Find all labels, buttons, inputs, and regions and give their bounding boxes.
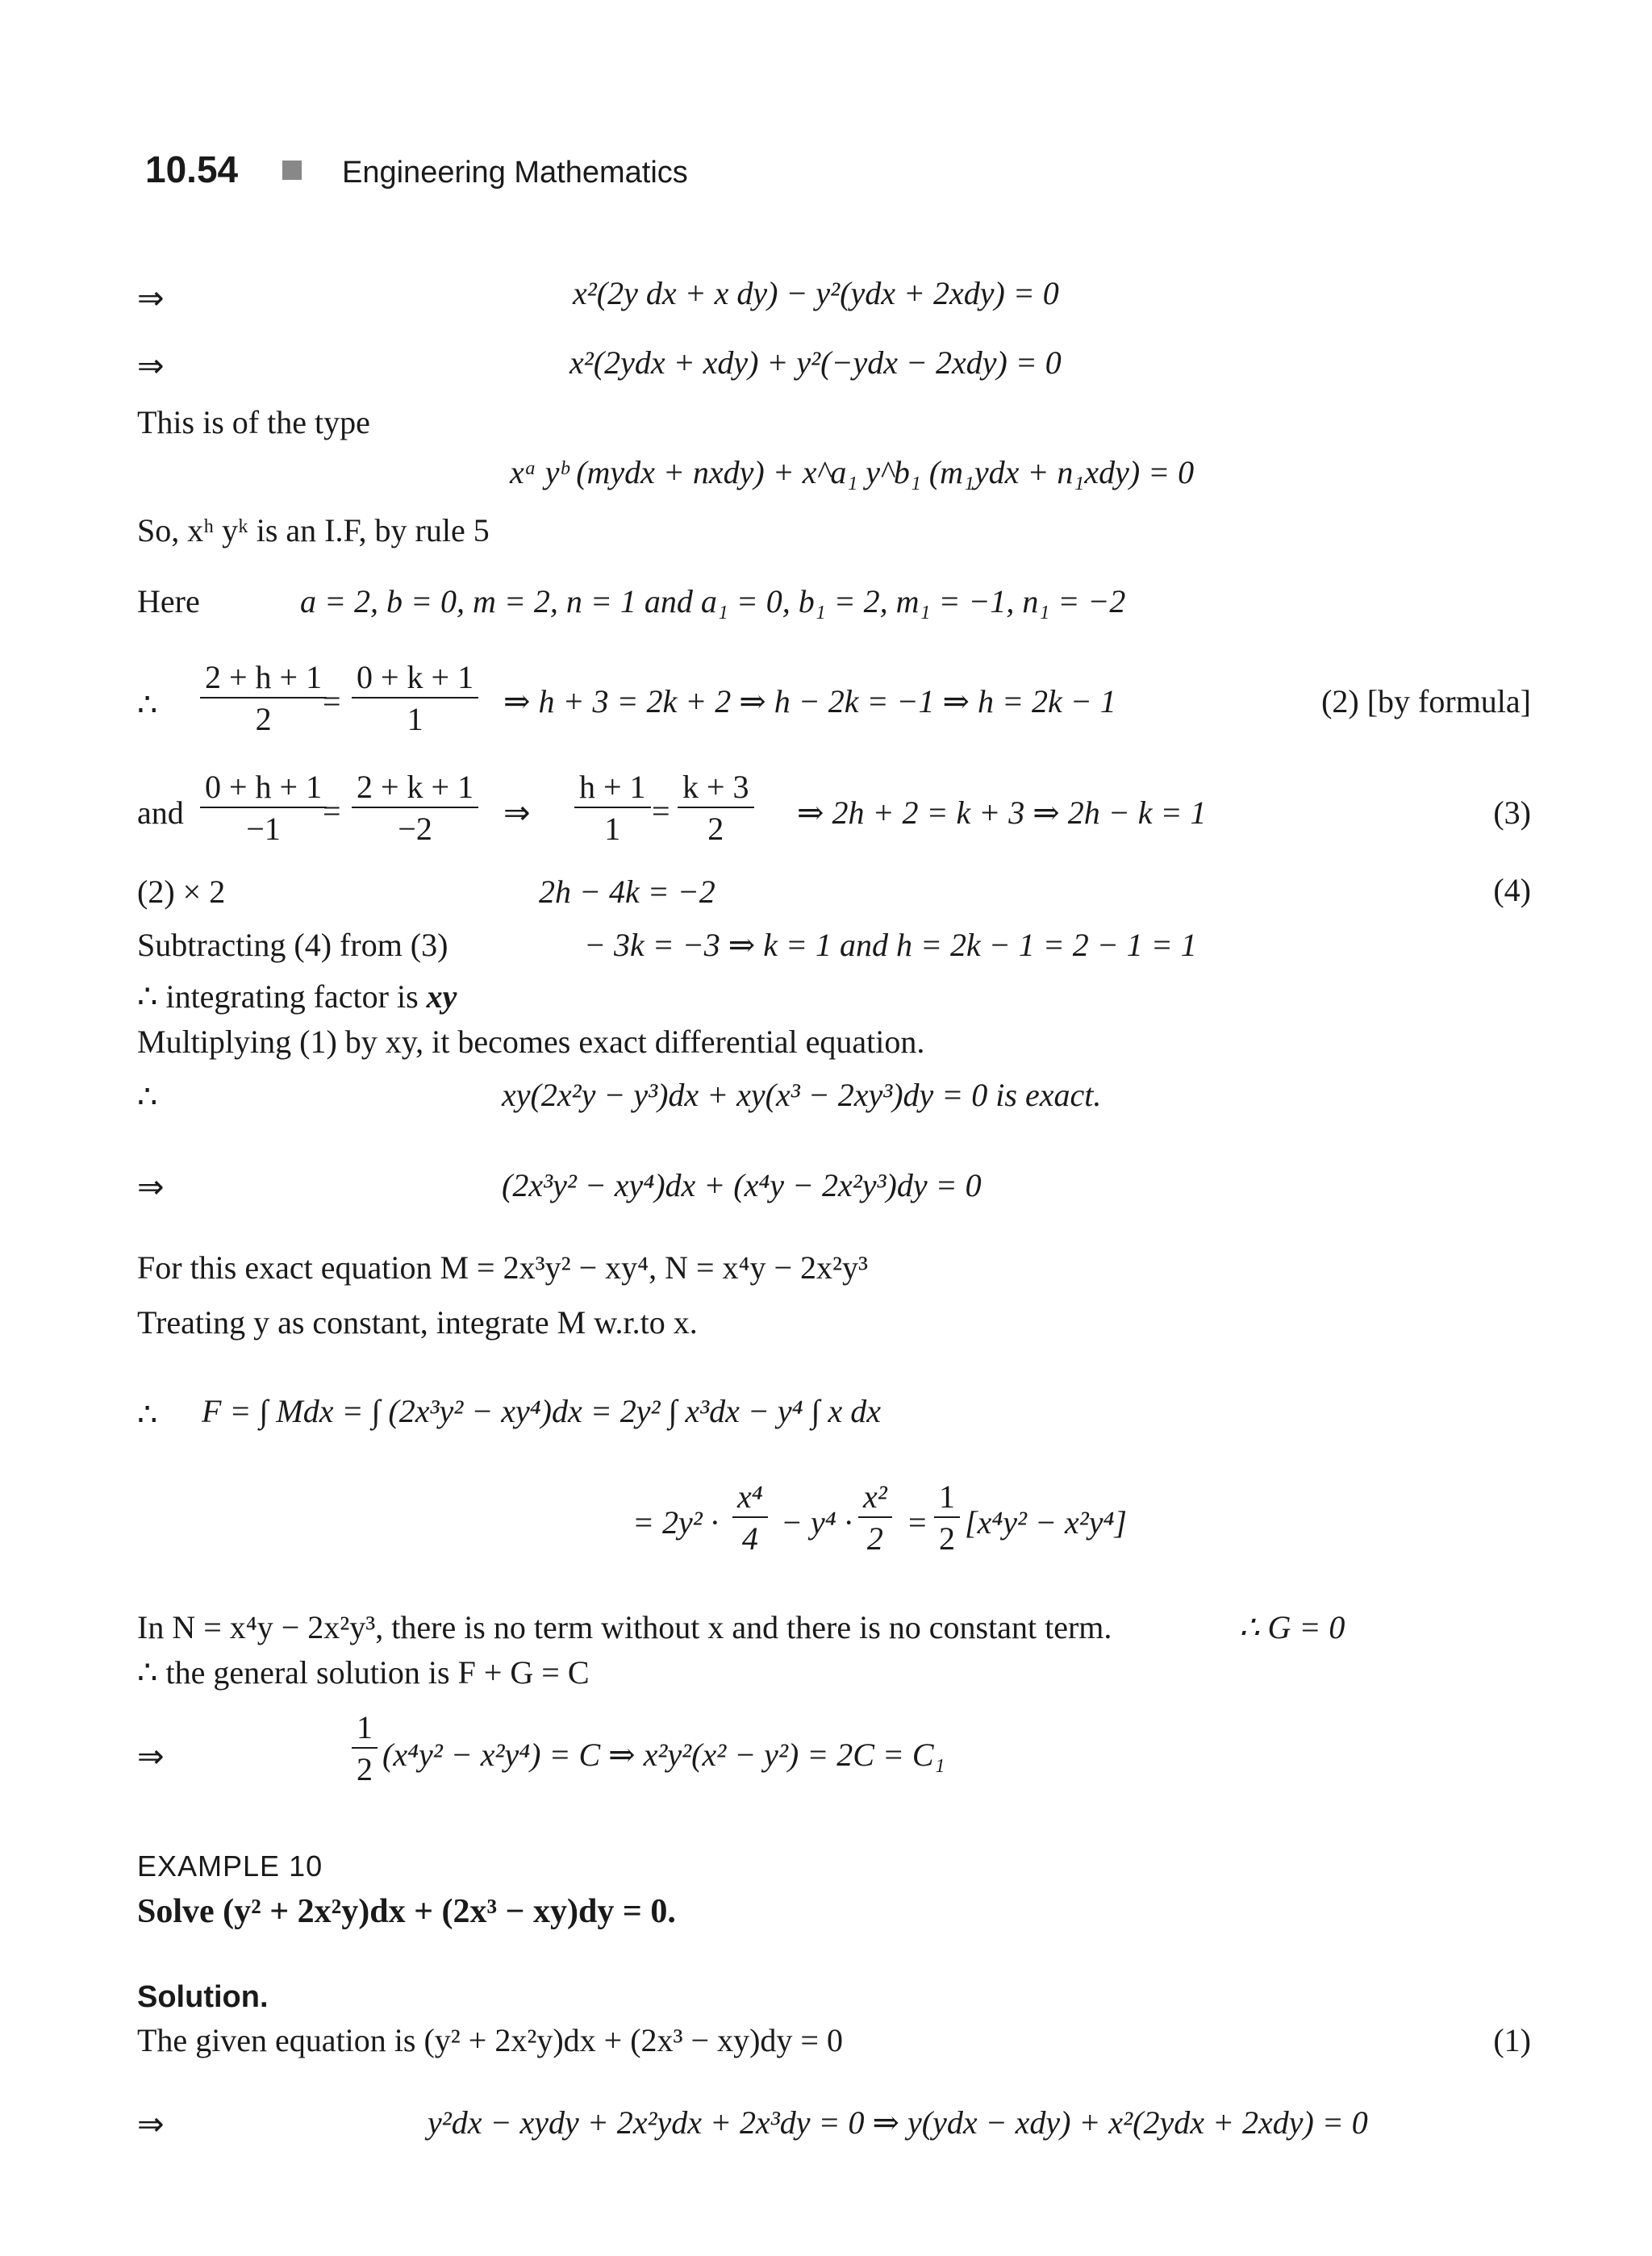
- fraction-numerator: 1: [352, 1710, 378, 1749]
- given-equation: The given equation is (y² + 2x²y)dx + (2x³ − xy)dy = 0: [137, 2022, 843, 2058]
- therefore-symbol: ∴: [137, 686, 158, 724]
- here-values: a = 2, b = 0, m = 2, n = 1 and a₁ = 0, b₁ = 2, m₁ = −1, n₁ = −2: [300, 583, 1126, 619]
- header-square-icon: [282, 161, 302, 180]
- fraction-numerator: 1: [934, 1479, 960, 1518]
- fraction: [352, 660, 478, 737]
- fraction-denominator: 2: [866, 1520, 883, 1557]
- and-label: and: [137, 794, 184, 831]
- equals-sign: =: [323, 683, 341, 719]
- fraction: [200, 660, 327, 737]
- here-label: Here: [137, 583, 200, 619]
- F-result-middle: − y⁴ ·: [781, 1504, 853, 1541]
- fraction-denominator: 4: [741, 1520, 758, 1557]
- therefore-symbol: ∴: [137, 1078, 158, 1115]
- fraction-numerator: 2 + h + 1: [200, 660, 327, 698]
- implies-symbol: ⇒: [137, 348, 165, 385]
- implies-symbol: ⇒: [137, 2106, 165, 2143]
- fraction: [352, 1710, 378, 1787]
- G-value: ∴ G = 0: [1239, 1609, 1345, 1645]
- book-title: Engineering Mathematics: [342, 156, 688, 190]
- fraction-numerator: 0 + k + 1: [352, 660, 478, 698]
- given-tag: (1): [1493, 2022, 1531, 2058]
- fraction-numerator: x²: [858, 1479, 892, 1518]
- G-explanation: In N = x⁴y − 2x²y³, there is no term without x and there is no constant term.: [137, 1609, 1112, 1645]
- fraction-denominator: 2: [939, 1520, 955, 1557]
- treating-text: Treating y as constant, integrate M w.r.to x.: [137, 1304, 698, 1341]
- fraction: [574, 769, 651, 847]
- F-integral: F = ∫ Mdx = ∫ (2x³y² − xy⁴)dx = 2y² ∫ x³dx − y⁴ ∫ x dx: [202, 1393, 882, 1429]
- integrating-factor-line: [137, 978, 457, 1016]
- so-if-text: So, xʰ yᵏ is an I.F, by rule 5: [137, 512, 490, 548]
- mn-definition: For this exact equation M = 2x³y² − xy⁴, N = x⁴y − 2x²y³: [137, 1249, 869, 1286]
- F-result-bracket: [x⁴y² − x²y⁴]: [965, 1504, 1127, 1541]
- fraction-numerator: k + 3: [678, 769, 754, 808]
- fraction-denominator: 1: [407, 701, 423, 737]
- row2-tag: (3): [1493, 794, 1531, 831]
- fraction: [858, 1479, 892, 1557]
- implies-symbol: ⇒: [137, 1169, 165, 1206]
- equals-sign: =: [323, 793, 341, 829]
- fraction-numerator: x⁴: [732, 1479, 768, 1518]
- final-solution: (x⁴y² − x²y⁴) = C ⇒ x²y²(x² − y²) = 2C = C₁: [382, 1737, 945, 1773]
- row3-tag: (4): [1493, 872, 1531, 908]
- integrating-factor-value: xy: [426, 978, 457, 1015]
- equals-sign: =: [908, 1504, 927, 1541]
- fraction: [934, 1479, 960, 1557]
- row1-tag: (2) [by formula]: [1321, 683, 1531, 719]
- type-equation: xᵃ yᵇ (mydx + nxdy) + x^a₁ y^b₁ (m₁ydx + n₁xdy) = 0: [510, 454, 1195, 490]
- general-solution-text: ∴ the general solution is F + G = C: [137, 1654, 590, 1691]
- implies-symbol: ⇒: [137, 280, 165, 317]
- integrating-factor-text: ∴ integrating factor is: [137, 978, 427, 1015]
- solution-label: Solution.: [137, 1980, 269, 2014]
- row1-derivation: ⇒ h + 3 = 2k + 2 ⇒ h − 2k = −1 ⇒ h = 2k − 1: [503, 683, 1116, 719]
- fraction-denominator: 2: [255, 701, 272, 737]
- example-label: EXAMPLE 10: [137, 1849, 323, 1883]
- fraction-denominator: −2: [398, 811, 432, 847]
- last-equation: y²dx − xydy + 2x²ydx + 2x³dy = 0 ⇒ y(ydx − xdy) + x²(2ydx + 2xdy) = 0: [428, 2104, 1368, 2141]
- fraction-denominator: 2: [707, 811, 724, 847]
- exact-equation-expanded: (2x³y² − xy⁴)dx + (x⁴y − 2x²y³)dy = 0: [502, 1167, 982, 1203]
- fraction: [200, 769, 327, 847]
- fraction-denominator: −1: [246, 811, 281, 847]
- F-result-prefix: = 2y² ·: [632, 1504, 719, 1541]
- page-number: 10.54: [145, 148, 239, 190]
- row4-label: Subtracting (4) from (3): [137, 927, 448, 963]
- equation-b: x²(2ydx + xdy) + y²(−ydx − 2xdy) = 0: [569, 344, 1062, 381]
- fraction-numerator: 2 + k + 1: [352, 769, 478, 808]
- exact-equation: xy(2x²y − y³)dx + xy(x³ − 2xy³)dy = 0 is exact.: [502, 1077, 1102, 1113]
- row2-derivation: ⇒ 2h + 2 = k + 3 ⇒ 2h − k = 1: [797, 794, 1207, 831]
- fraction-numerator: 0 + h + 1: [200, 769, 327, 808]
- equation-a: x²(2y dx + x dy) − y²(ydx + 2xdy) = 0: [573, 275, 1059, 311]
- fraction: [732, 1479, 768, 1557]
- row4-equation: − 3k = −3 ⇒ k = 1 and h = 2k − 1 = 2 − 1 = 1: [584, 927, 1197, 963]
- fraction: [352, 769, 478, 847]
- implies-symbol: ⇒: [137, 1738, 165, 1775]
- multiplying-text: Multiplying (1) by xy, it becomes exact differential equation.: [137, 1024, 925, 1060]
- row3-equation: 2h − 4k = −2: [539, 874, 715, 910]
- equals-sign: =: [652, 793, 670, 829]
- fraction-denominator: 1: [604, 811, 621, 847]
- example-problem: Solve (y² + 2x²y)dx + (2x³ − xy)dy = 0.: [137, 1893, 676, 1930]
- fraction-denominator: 2: [357, 1751, 373, 1787]
- fraction-numerator: h + 1: [574, 769, 651, 808]
- row3-label: (2) × 2: [137, 874, 226, 910]
- type-text: This is of the type: [137, 404, 370, 440]
- therefore-symbol: ∴: [137, 1396, 158, 1433]
- fraction: [678, 769, 754, 847]
- implies-symbol: ⇒: [503, 794, 531, 832]
